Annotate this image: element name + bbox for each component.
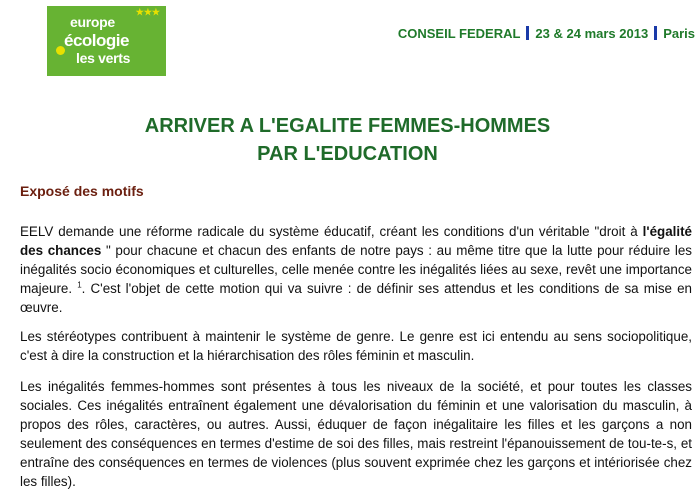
section-heading: Exposé des motifs xyxy=(20,183,144,199)
title-line-1: ARRIVER A L'EGALITE FEMMES-HOMMES xyxy=(144,115,551,137)
paragraph-3: Les inégalités femmes-hommes sont présentes à tous les niveaux de la société, et pour toutes les classes sociales. Ces inégalités entraînent également une dévalorisation du féminin et une valorisation du masculin, à propos des rôles, caractères, ou autres. Aussi, éduquer de façon inégalitaire les filles et les garçons a non seulement des conséquences en termes d'estime de soi des filles, mais restreint l'épanouissement de tou-te-s, et entraîne des conséquences en termes de violences (plus souvent exprimée chez les garçons et intériorisée chez les filles). xyxy=(20,379,692,489)
paragraph-1-text-b: " pour chacune et chacun des enfants de notre pays : au même titre que la lutte pour réduire les inégalités socio économiques et culturelles, celle menée contre les inégalités liées au sexe, revêt une importance majeure. xyxy=(20,243,692,296)
paragraph-1-text-c: . C'est l'objet de cette motion qui va suivre : de définir ses attendus et les conditions de sa mise en œuvre. xyxy=(20,281,692,315)
title-line-2: PAR L'EDUCATION xyxy=(257,143,438,165)
header-separator xyxy=(654,26,657,40)
header-separator xyxy=(526,26,529,40)
paragraph-1 xyxy=(20,222,692,317)
logo-line-1: europe xyxy=(70,14,115,30)
paragraph-2: Les stéréotypes contribuent à maintenir le système de genre. Le genre est ici entendu au sens sociopolitique, c'est à dire la construction et la hiérarchisation des rôles féminin et masculin. xyxy=(20,329,692,363)
header-date: 23 & 24 mars 2013 xyxy=(535,25,649,41)
document-title xyxy=(0,112,695,168)
paragraph-1-text-a: EELV demande une réforme radicale du système éducatif, créant les conditions d'un véritable "droit à xyxy=(20,224,643,239)
logo-line-3: les verts xyxy=(76,50,131,66)
eelv-logo xyxy=(47,6,166,76)
stars-icon: ★★★ xyxy=(135,7,160,17)
paragraph-1-bold: l'égalité des chances xyxy=(20,224,692,258)
logo-line-2: écologie xyxy=(64,31,129,50)
document-header xyxy=(398,23,695,43)
footnote-marker[interactable]: 1 xyxy=(77,280,82,290)
header-event: CONSEIL FEDERAL xyxy=(397,25,521,41)
header-place: Paris xyxy=(663,25,695,41)
